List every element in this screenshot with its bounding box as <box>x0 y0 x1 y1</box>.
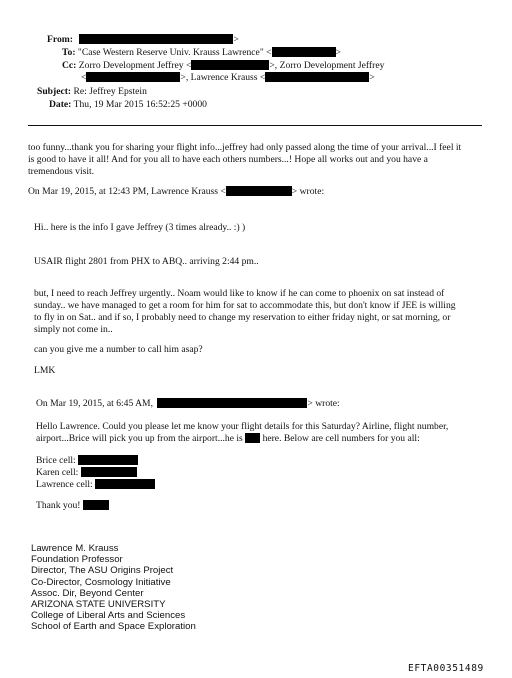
cc-value-4: >, Lawrence Krauss < <box>180 72 266 83</box>
redacted-krauss-email <box>226 186 292 196</box>
redacted-sender <box>157 398 307 408</box>
quote-header-2-text: On Mar 19, 2015, at 6:45 AM, <box>36 398 153 409</box>
redacted-signature <box>83 500 109 510</box>
cc-value-3: < <box>81 72 87 83</box>
signature-block <box>31 543 196 633</box>
cell-brice-row <box>36 455 138 467</box>
redacted-to <box>272 47 336 57</box>
to-label: To: <box>62 47 76 58</box>
cc-value-1: Zorro Development Jeffrey < <box>78 60 192 71</box>
date-value: Thu, 19 Mar 2015 16:52:25 +0000 <box>73 99 207 110</box>
redacted-from <box>79 34 233 44</box>
cell-brice-label: Brice cell: <box>36 455 76 466</box>
document-id: EFTA00351489 <box>408 663 484 674</box>
ask-line: can you give me a number to call him asap? <box>34 344 203 355</box>
reply-line-1: too funny...thank you for sharing your flight info...jeffrey had only passed along the time of your arrival...I feel it <box>28 142 462 153</box>
reply-line-3: tremendous visit. <box>28 166 95 177</box>
from-label: From: <box>47 34 73 45</box>
hello-line-2b: here. Below are cell numbers for you all: <box>262 433 420 444</box>
cc-row-1 <box>62 60 384 72</box>
hello-line-1: Hello Lawrence. Could you please let me know your flight details for this Saturday? Airline, flight number, <box>36 421 449 432</box>
redacted-cc-1 <box>191 60 269 70</box>
hello-line-2a: airport...Brice will pick you up from the airport...he is <box>36 433 243 444</box>
sig-line-school: School of Earth and Space Exploration <box>31 621 196 633</box>
thank-you-row <box>36 500 109 512</box>
date-label: Date: <box>49 99 72 110</box>
sig-line-title: Foundation Professor <box>31 554 123 566</box>
header-divider <box>28 125 482 126</box>
quote-header-2 <box>36 398 340 410</box>
hi-line: Hi.. here is the info I gave Jeffrey (3 times already.. :) ) <box>34 222 246 233</box>
cell-karen-row <box>36 467 137 479</box>
redacted-cc-3 <box>265 72 369 82</box>
hello-line-2 <box>36 433 420 445</box>
reply-line-2: is good to have it all! And for you all to have each others numbers...! Hope all works out and you have a <box>28 154 428 165</box>
urgent-line-2: sunday.. we have managed to get a room for him for sat to accommodate this, but don't know if JEE is willing <box>34 300 456 311</box>
cell-lawrence-label: Lawrence cell: <box>36 479 93 490</box>
sig-line-name: Lawrence M. Krauss <box>31 543 119 554</box>
urgent-line-1: but, I need to reach Jeffrey urgently.. Noam would like to know if he can come to phoenix on sat instead of <box>34 288 445 299</box>
quote-header-1-end: > wrote: <box>291 186 325 197</box>
sig-line-college: College of Liberal Arts and Sciences <box>31 610 186 622</box>
subject-value: Re: Jeffrey Epstein <box>73 86 147 97</box>
flight-line: USAIR flight 2801 from PHX to ABQ.. arriving 2:44 pm.. <box>34 256 259 267</box>
cell-karen-label: Karen cell: <box>36 467 79 478</box>
to-close: > <box>335 47 341 58</box>
redacted-cc-2 <box>86 72 180 82</box>
from-close: > <box>233 34 239 45</box>
lmk-line: LMK <box>34 365 56 376</box>
sig-line-codirector: Co-Director, Cosmology Initiative <box>31 576 171 588</box>
quote-header-1-text: On Mar 19, 2015, at 12:43 PM, Lawrence Krauss < <box>28 186 226 197</box>
date-row <box>49 99 207 111</box>
redacted-karen-number <box>81 467 137 477</box>
urgent-line-3: to fly in on Sat.. and if so, I probably need to change my reservation to either friday night, or sat morning, or <box>34 312 451 323</box>
redacted-brice-number <box>78 455 138 465</box>
quote-header-2-end: > wrote: <box>307 398 340 409</box>
urgent-line-4: simply not come in.. <box>34 324 113 335</box>
sig-line-assoc: Assoc. Dir, Beyond Center <box>31 587 144 599</box>
redacted-word <box>245 433 260 443</box>
cc-row-2 <box>81 72 375 84</box>
cc-value-2: >, Zorro Development Jeffrey <box>269 60 385 71</box>
cc-close: > <box>369 72 375 83</box>
cc-label: Cc: <box>62 60 77 71</box>
subject-label: Subject: <box>37 86 72 97</box>
sig-line-university: ARIZONA STATE UNIVERSITY <box>31 599 166 611</box>
cell-lawrence-row <box>36 479 155 491</box>
subject-row <box>37 86 147 98</box>
to-row <box>62 47 341 59</box>
quote-header-1 <box>28 186 324 198</box>
from-row <box>47 34 239 46</box>
redacted-lawrence-number <box>95 479 155 489</box>
to-value: "Case Western Reserve Univ. Krauss Lawrence" < <box>77 47 272 58</box>
thank-you-text: Thank you! <box>36 500 81 511</box>
sig-line-director: Director, The ASU Origins Project <box>31 565 174 577</box>
